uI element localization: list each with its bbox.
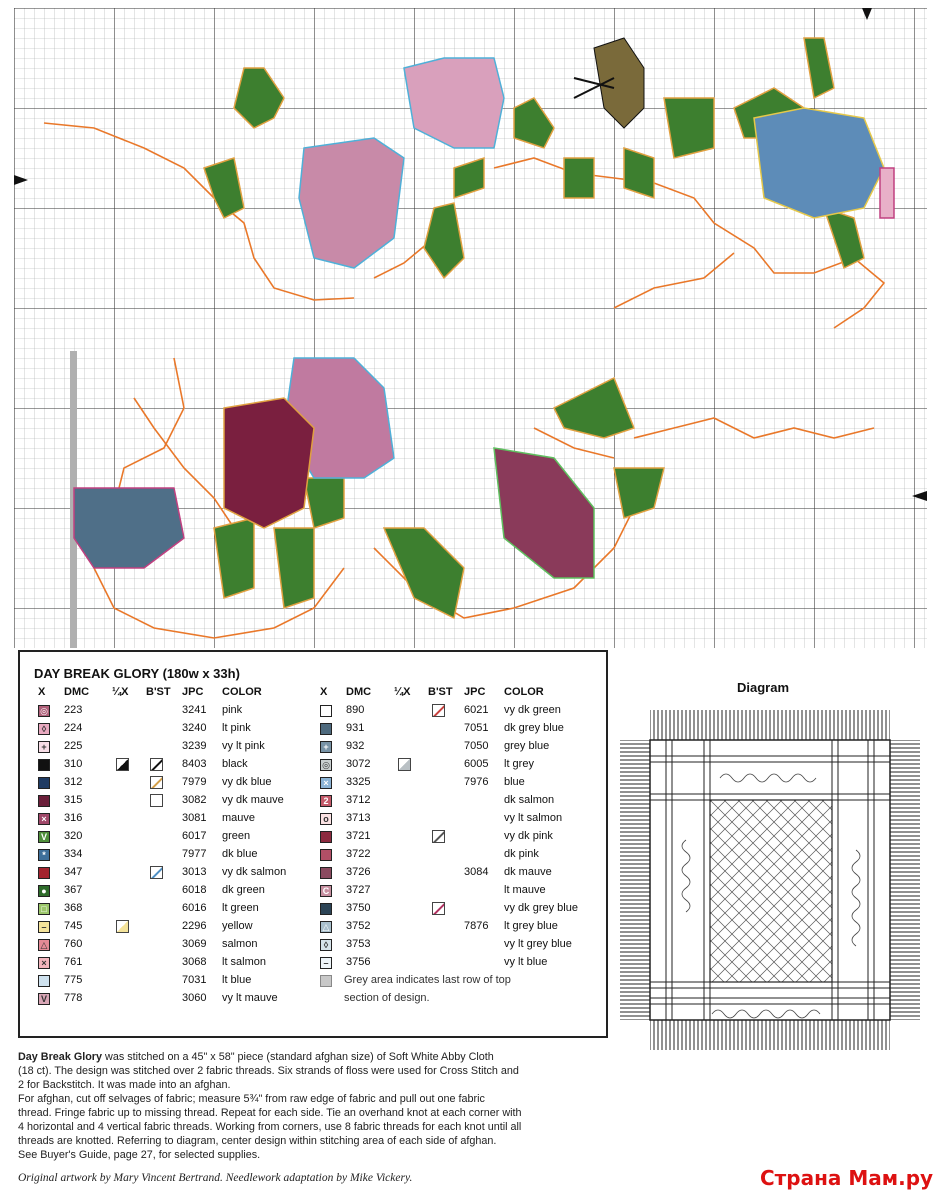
symbol-swatch [320, 903, 332, 915]
dmc-number: 931 [346, 722, 365, 734]
symbol-swatch: 2 [320, 795, 332, 807]
color-name: vy lt salmon [504, 812, 563, 824]
legend-row [320, 776, 600, 794]
color-name: yellow [222, 920, 253, 932]
jpc-number: 3060 [182, 992, 207, 1004]
dmc-number: 3713 [346, 812, 371, 824]
symbol-swatch: × [38, 957, 50, 969]
symbol-swatch [320, 849, 332, 861]
jpc-number: 8403 [182, 758, 207, 770]
legend-row [38, 794, 318, 812]
dmc-number: 775 [64, 974, 83, 986]
jpc-number: 3013 [182, 866, 207, 878]
desc-line-7: threads are knotted. Referring to diagram, center design within stitching area of each side of afghan. [18, 1135, 497, 1147]
jpc-number: 3241 [182, 704, 207, 716]
legend-row [320, 938, 600, 956]
header-x: X [38, 686, 46, 698]
grey-note-line-1: Grey area indicates last row of top [344, 974, 511, 986]
color-name: dk grey blue [504, 722, 564, 734]
desc-line-3: 2 for Backstitch. It was made into an afghan. [18, 1079, 231, 1091]
dmc-number: 3072 [346, 758, 371, 770]
color-name: green [222, 830, 251, 842]
jpc-number: 3239 [182, 740, 207, 752]
jpc-number: 3068 [182, 956, 207, 968]
dmc-number: 347 [64, 866, 83, 878]
backstitch-swatch [150, 794, 163, 807]
legend-row [38, 812, 318, 830]
legend-row [38, 830, 318, 848]
symbol-swatch: * [38, 849, 50, 861]
symbol-swatch: × [38, 813, 50, 825]
symbol-swatch: △ [320, 921, 332, 933]
color-name: salmon [222, 938, 258, 950]
color-name: vy dk salmon [222, 866, 287, 878]
grey-note-line-2: section of design. [344, 992, 430, 1004]
header-quarter: ¼X [112, 686, 129, 698]
desc-line-4: For afghan, cut off selvages of fabric; measure 5¾" from raw edge of fabric and pull out one fabric [18, 1093, 485, 1105]
jpc-number: 6005 [464, 758, 489, 770]
symbol-swatch: □ [38, 903, 50, 915]
dmc-number: 367 [64, 884, 83, 896]
jpc-number: 7050 [464, 740, 489, 752]
header-dmc: DMC [346, 686, 372, 698]
symbol-swatch [320, 723, 332, 735]
desc-line-6: 4 horizontal and 4 vertical fabric threads. Working from corners, use 8 fabric threads for each knot until all [18, 1121, 522, 1133]
jpc-number: 6021 [464, 704, 489, 716]
header-jpc: JPC [182, 686, 204, 698]
dmc-number: 3726 [346, 866, 371, 878]
color-name: blue [504, 776, 525, 788]
left-fringe [620, 740, 650, 1020]
dmc-number: 310 [64, 758, 83, 770]
color-name: vy dk pink [504, 830, 553, 842]
symbol-swatch: × [320, 777, 332, 789]
header-bst: B'ST [146, 686, 171, 698]
color-name: vy dk grey blue [504, 902, 578, 914]
desc-line-2: (18 ct). The design was stitched over 2 fabric threads. Six strands of floss were used for Cross Stitch and [18, 1065, 519, 1077]
backstitch-swatch [432, 830, 445, 843]
center-lattice [710, 800, 832, 982]
dmc-number: 932 [346, 740, 365, 752]
dmc-number: 334 [64, 848, 83, 860]
header-quarter: ¼X [394, 686, 411, 698]
legend-row [320, 740, 600, 758]
legend-title: DAY BREAK GLORY (180w x 33h) [34, 666, 240, 681]
legend-row [38, 704, 318, 722]
afghan-diagram [620, 710, 920, 1050]
credit-line: Original artwork by Mary Vincent Bertrand. Needlework adaptation by Mike Vickery. [18, 1172, 413, 1184]
legend-row [38, 848, 318, 866]
color-name: vy lt grey blue [504, 938, 572, 950]
legend-row [38, 722, 318, 740]
symbol-swatch: + [38, 741, 50, 753]
symbol-swatch: ◊ [320, 939, 332, 951]
quarter-stitch-swatch [116, 758, 129, 771]
dmc-number: 3752 [346, 920, 371, 932]
color-name: dk salmon [504, 794, 555, 806]
legend-row [38, 974, 318, 992]
legend-row [320, 704, 600, 722]
symbol-swatch: o [320, 813, 332, 825]
legend-row [320, 812, 600, 830]
stitch-chart [14, 8, 927, 648]
legend-row [38, 758, 318, 776]
jpc-number: 6018 [182, 884, 207, 896]
dmc-number: 3750 [346, 902, 371, 914]
dmc-number: 3727 [346, 884, 371, 896]
dmc-number: 3721 [346, 830, 371, 842]
symbol-swatch [320, 705, 332, 717]
color-name: dk blue [222, 848, 258, 860]
watermark: Страна Мам.ру [760, 1166, 934, 1190]
color-name: lt salmon [222, 956, 267, 968]
color-name: vy dk mauve [222, 794, 284, 806]
color-name: lt grey blue [504, 920, 558, 932]
jpc-number: 7976 [464, 776, 489, 788]
symbol-swatch [38, 795, 50, 807]
jpc-number: 7051 [464, 722, 489, 734]
symbol-swatch: V [38, 993, 50, 1005]
symbol-swatch [38, 777, 50, 789]
symbol-swatch: ◎ [38, 705, 50, 717]
diagram-title: Diagram [737, 680, 790, 695]
legend-row [320, 866, 600, 884]
symbol-swatch [320, 867, 332, 879]
legend-row [320, 956, 600, 974]
jpc-number: 6017 [182, 830, 207, 842]
jpc-number: 3084 [464, 866, 489, 878]
color-name: black [222, 758, 248, 770]
legend-row [320, 848, 600, 866]
legend-row [38, 992, 318, 1010]
color-name: lt green [222, 902, 259, 914]
legend-row [38, 740, 318, 758]
bottom-fringe [650, 1020, 890, 1050]
dmc-number: 320 [64, 830, 83, 842]
dmc-number: 225 [64, 740, 83, 752]
jpc-number: 3081 [182, 812, 207, 824]
header-dmc: DMC [64, 686, 90, 698]
dmc-number: 224 [64, 722, 83, 734]
symbol-swatch: ◊ [38, 723, 50, 735]
dmc-number: 223 [64, 704, 83, 716]
dmc-number: 3712 [346, 794, 371, 806]
symbol-swatch: ● [38, 885, 50, 897]
symbol-swatch: + [320, 741, 332, 753]
dmc-number: 316 [64, 812, 83, 824]
dmc-number: 890 [346, 704, 365, 716]
dmc-number: 3325 [346, 776, 371, 788]
dmc-number: 3756 [346, 956, 371, 968]
color-name: lt blue [222, 974, 252, 986]
jpc-number: 3082 [182, 794, 207, 806]
color-name: vy lt pink [222, 740, 265, 752]
dmc-number: 315 [64, 794, 83, 806]
legend-row [38, 956, 318, 974]
color-name: vy lt blue [504, 956, 548, 968]
dmc-number: 3753 [346, 938, 371, 950]
header-x: X [320, 686, 328, 698]
symbol-swatch [38, 975, 50, 987]
legend-row [320, 884, 600, 902]
jpc-number: 3069 [182, 938, 207, 950]
color-name: dk green [222, 884, 265, 896]
symbol-swatch: – [320, 957, 332, 969]
desc-line-1: was stitched on a 45" x 58" piece (standard afghan size) of Soft White Abby Cloth [102, 1051, 494, 1063]
dmc-number: 368 [64, 902, 83, 914]
symbol-swatch [38, 759, 50, 771]
color-name: grey blue [504, 740, 550, 752]
dmc-number: 3722 [346, 848, 371, 860]
legend-row [38, 884, 318, 902]
header-color: COLOR [222, 686, 262, 698]
dmc-number: 778 [64, 992, 83, 1004]
legend-row [38, 902, 318, 920]
quarter-stitch-swatch [398, 758, 411, 771]
dmc-number: 745 [64, 920, 83, 932]
legend-row [38, 938, 318, 956]
color-key [18, 650, 608, 1038]
backstitch-swatch [150, 866, 163, 879]
jpc-number: 6016 [182, 902, 207, 914]
symbol-swatch: V [38, 831, 50, 843]
header-color: COLOR [504, 686, 544, 698]
legend-row [320, 830, 600, 848]
backstitch-swatch [432, 704, 445, 717]
quarter-stitch-swatch [116, 920, 129, 933]
color-name: dk pink [504, 848, 539, 860]
dmc-number: 312 [64, 776, 83, 788]
desc-line-8: See Buyer's Guide, page 27, for selected supplies. [18, 1149, 261, 1161]
symbol-swatch: – [38, 921, 50, 933]
backstitch-swatch [150, 776, 163, 789]
header-jpc: JPC [464, 686, 486, 698]
legend-row [320, 722, 600, 740]
header-bst: B'ST [428, 686, 453, 698]
jpc-number: 7876 [464, 920, 489, 932]
jpc-number: 7031 [182, 974, 207, 986]
color-name: dk mauve [504, 866, 552, 878]
backstitch-swatch [150, 758, 163, 771]
symbol-swatch [320, 831, 332, 843]
color-name: lt mauve [504, 884, 546, 896]
dmc-number: 760 [64, 938, 83, 950]
jpc-number: 7977 [182, 848, 207, 860]
legend-row [320, 794, 600, 812]
color-name: vy lt mauve [222, 992, 278, 1004]
jpc-number: 2296 [182, 920, 207, 932]
instructions [18, 1050, 618, 1162]
jpc-number: 7979 [182, 776, 207, 788]
legend-row [320, 920, 600, 938]
symbol-swatch: △ [38, 939, 50, 951]
desc-line-5: thread. Fringe fabric up to missing thread. Repeat for each side. Tie an overhand knot at each corner with [18, 1107, 522, 1119]
right-fringe [890, 740, 920, 1020]
symbol-swatch [38, 867, 50, 879]
symbol-swatch: C [320, 885, 332, 897]
legend-row [38, 866, 318, 884]
color-name: lt grey [504, 758, 534, 770]
legend-row [38, 776, 318, 794]
legend-row [320, 902, 600, 920]
color-name: vy dk blue [222, 776, 272, 788]
dmc-number: 761 [64, 956, 83, 968]
legend-row [38, 920, 318, 938]
symbol-swatch: ◎ [320, 759, 332, 771]
color-name: mauve [222, 812, 256, 824]
legend-row [320, 758, 600, 776]
color-name: pink [222, 704, 243, 716]
backstitch-swatch [432, 902, 445, 915]
top-fringe [650, 710, 890, 740]
jpc-number: 3240 [182, 722, 207, 734]
color-name: lt pink [222, 722, 251, 734]
color-name: vy dk green [504, 704, 561, 716]
design-name: Day Break Glory [18, 1051, 103, 1063]
